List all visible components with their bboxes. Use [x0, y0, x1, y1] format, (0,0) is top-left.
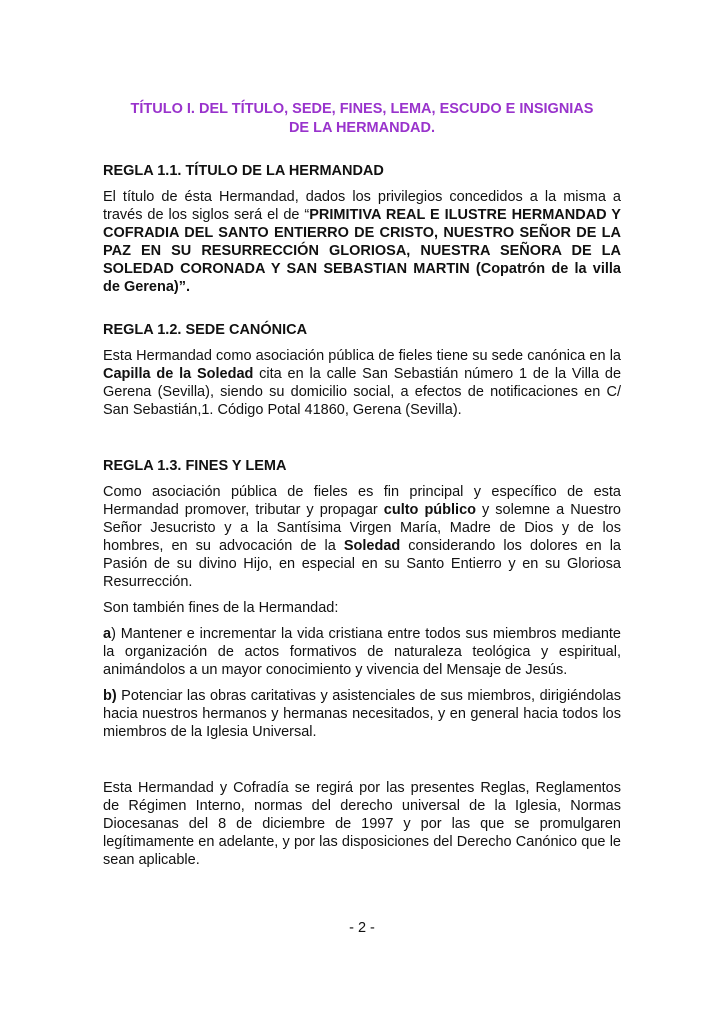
rule-1-2-text-a: Esta Hermandad como asociación pública de fieles tiene su sede canónica en la: [103, 348, 621, 364]
soledad-bold: Soledad: [343, 538, 401, 554]
rule-1-2-heading: REGLA 1.2. SEDE CANÓNICA: [103, 322, 308, 338]
rule-1-2-text-c: cita en la calle San Sebastián número 1 de la Villa de Gerena (Sevilla), siendo su domicilio social, a efectos de notificaciones en C/ San Sebastián,1. Código Potal 41860, Gerena (Sevilla).: [103, 366, 622, 418]
also-fines-line: Son también fines de la Hermandad:: [103, 600, 339, 616]
chapel-name: Capilla de la Soledad: [103, 366, 254, 382]
rule-1-1-text: El título de ésta Hermandad, dados los privilegios concedidos a la misma a través de los siglos será el de “: [103, 189, 621, 223]
item-a-text: ) Mantener e incrementar la vida cristiana entre todos sus miembros mediante la organización de actos formativos de naturaleza teológica y espiritual, animándolos a un mayor conocimiento y vivencia del Mensaje de Jesús.: [103, 626, 621, 678]
title-line-1: TÍTULO I. DEL TÍTULO, SEDE, FINES, LEMA, ESCUDO E INSIGNIAS: [130, 101, 594, 117]
culto-publico-bold: culto público: [383, 502, 476, 518]
fines-item-a: [103, 625, 621, 679]
brotherhood-full-title: PRIMITIVA REAL E ILUSTRE HERMANDAD Y COFRADIA DEL SANTO ENTIERRO DE CRISTO, NUESTRO SEÑOR DE LA PAZ EN SU RESURRECCIÓN GLORIOSA, NUESTRA SEÑORA DE LA SOLEDAD CORONADA Y SAN SEBASTIAN MARTIN (Copatrón de la villa de Gerena)”.: [103, 207, 621, 295]
rule-1-1-paragraph: [103, 188, 621, 296]
rule-1-3-text-c: y solemne a Nuestro Señor Jesucristo y a la Santísima Virgen María, Madre de Dios y de los hombres, en su advocación de la: [103, 502, 621, 554]
rule-1-2-paragraph: [103, 347, 621, 419]
page-title: [103, 100, 621, 138]
item-b-text: Potenciar las obras caritativas y asistenciales de sus miembros, dirigiéndolas hacia nuestros hermanos y hermanas necesitados, y en general hacia todos los miembros de la Iglesia Universal.: [103, 688, 621, 740]
rule-1-3-text-a: Como asociación pública de fieles es fin principal y específico de esta Hermandad promover, tributar y propagar: [103, 484, 621, 518]
page-content: [103, 100, 621, 869]
rule-1-3-paragraph: [103, 483, 621, 591]
closing-paragraph: Esta Hermandad y Cofradía se regirá por las presentes Reglas, Reglamentos de Régimen Interno, normas del derecho universal de la Iglesia, Normas Diocesanas del 8 de diciembre de 1997 y por las que se promulgaren legítimamente en adelante, y por las disposiciones del Derecho Canónico que le sean aplicable.: [103, 780, 621, 868]
rule-1-1-heading: REGLA 1.1. TÍTULO DE LA HERMANDAD: [103, 163, 384, 179]
rule-1-3-text-e: considerando los dolores en la Pasión de su divino Hijo, en especial en su Santo Entierro y en su Gloriosa Resurrección.: [103, 538, 622, 590]
fines-item-b: [103, 687, 621, 741]
page-number: - 2 -: [349, 920, 375, 936]
item-b-label: b): [103, 688, 117, 704]
rule-1-3-heading: REGLA 1.3. FINES Y LEMA: [103, 458, 287, 474]
item-a-label: a: [103, 626, 112, 642]
title-line-2: DE LA HERMANDAD.: [288, 120, 436, 136]
